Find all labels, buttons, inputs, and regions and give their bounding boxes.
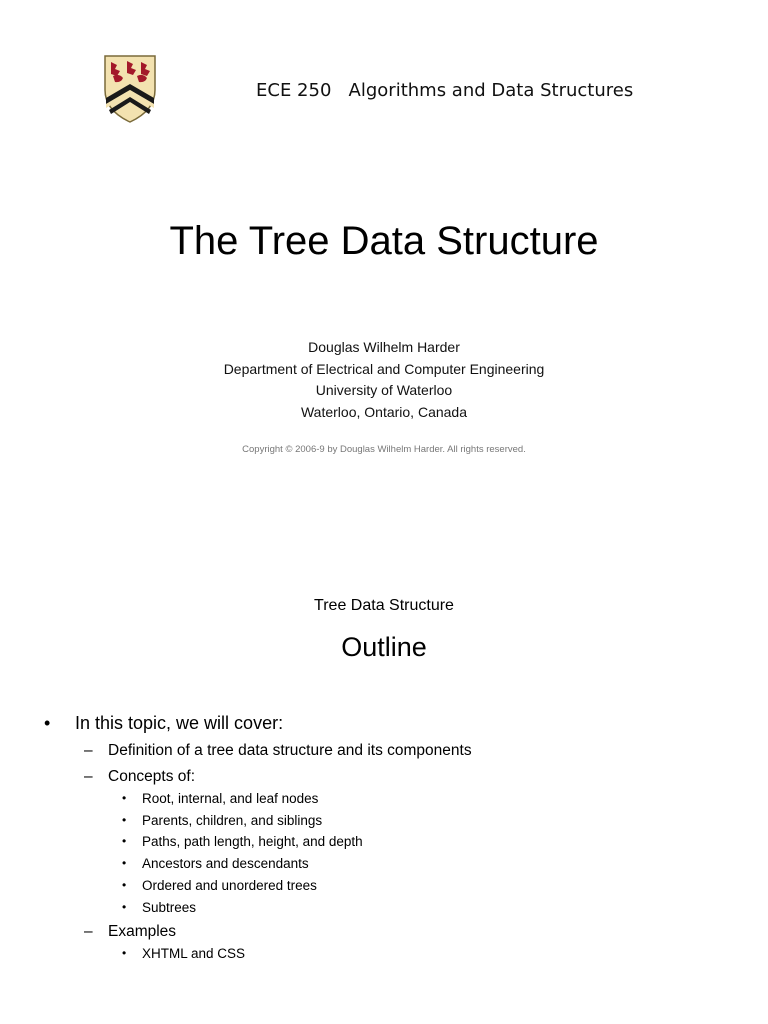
bullet-icon: •	[44, 713, 51, 733]
bullet-icon: •	[122, 946, 127, 960]
author-block	[0, 337, 768, 423]
university-crest-icon	[103, 54, 157, 124]
slide-title: Outline	[341, 632, 427, 662]
document-page: ECE 250 Algorithms and Data Structures The Tree Data Structure Douglas Wilhelm Harder Department of Electrical and Computer Engineering University of Waterloo Waterloo, Ontario, Canada Copyright © 2006-9 by Douglas Wilhelm Harder. All rights reserved. Tree Data Structure Outline • In this topic, we will cover: – Definition of a tree data structure and its components – Concepts of: • Root, internal, and leaf nodes • Parents, children, and siblings • Paths, path length, height, and depth • Ancestors and descendants • Ordered and unordered trees • Subtrees – Examples • XHTML and CSS	[0, 0, 768, 1024]
slide-header: Tree Data Structure	[314, 597, 454, 614]
course-title: ECE 250 Algorithms and Data Structures	[256, 80, 634, 101]
bullet-icon: •	[122, 900, 127, 914]
copyright-notice: Copyright © 2006-9 by Douglas Wilhelm Harder. All rights reserved.	[242, 444, 526, 455]
presentation-title: The Tree Data Structure	[169, 219, 599, 263]
author-location: Waterloo, Ontario, Canada	[300, 403, 467, 420]
bullet-icon: •	[122, 856, 127, 870]
bullet-icon: •	[122, 834, 127, 848]
author-department: Department of Electrical and Computer Engineering	[223, 360, 545, 377]
dash-icon: –	[84, 768, 93, 785]
dash-icon: –	[84, 923, 93, 940]
bullet-icon: •	[122, 878, 127, 892]
bullet-icon: •	[122, 791, 127, 805]
author-university: University of Waterloo	[315, 382, 453, 398]
bullet-icon: •	[122, 813, 127, 827]
dash-icon: –	[84, 742, 93, 759]
author-name: Douglas Wilhelm Harder	[308, 339, 460, 355]
